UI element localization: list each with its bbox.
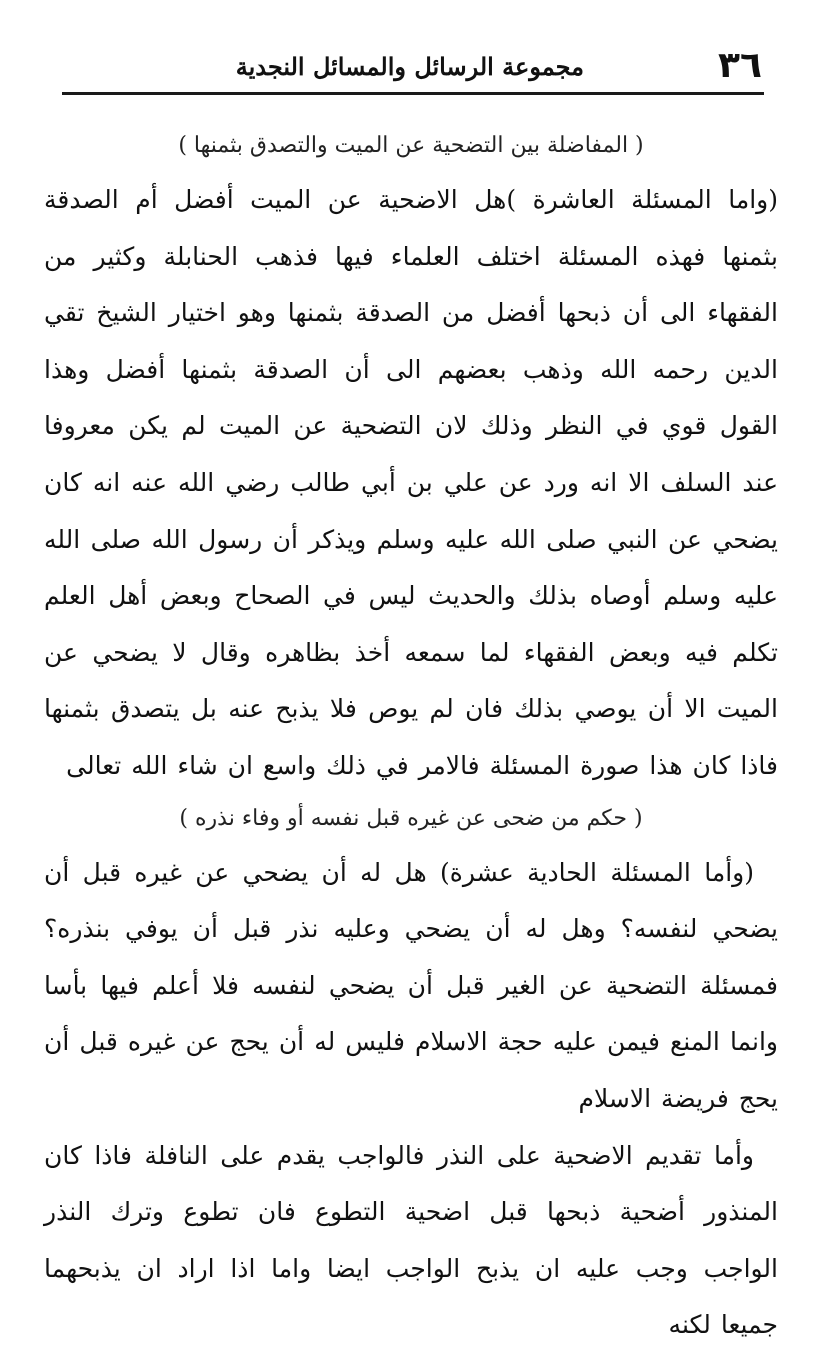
page-number: ٣٦ — [718, 45, 762, 86]
section-heading: ( المفاضلة بين التضحية عن الميت والتصدق بثمنها ) — [178, 133, 644, 158]
page-header — [62, 40, 762, 92]
section-heading: ( حكم من ضحى عن غيره قبل نفسه أو وفاء نذره ) — [179, 805, 643, 831]
paragraph: (واما المسئلة العاشرة )هل الاضحية عن الميت أفضل أم الصدقة بثمنها فهذه المسئلة اختلف العلماء فيها فذهب الحنابلة وكثير من الفقهاء الى أن ذبحها أفضل من الصدقة بثمنها وهو اختيار الشيخ تقي الدين رحمه الله وذهب بعضهم الى أن الصدقة بثمنها أفضل وهذا القول قوي في النظر وذلك لان التضحية عن الميت لم يكن معروفا عند السلف الا انه ورد عن علي بن أبي طالب رضي الله عنه انه كان يضحي عن النبي صلى الله عليه وسلم ويذكر أن رسول الله صلى الله عليه وسلم أوصاه بذلك والحديث ليس في الصحاح وبعض أهل العلم تكلم فيه وبعض الفقهاء لما سمعه أخذ بظاهره وقال لا يضحي عن الميت الا أن يوصي بذلك فان لم يوص فلا يذبح عنه بل يتصدق بثمنها فاذا كان هذا صورة المسئلة فالامر في ذلك واسع ان شاء الله تعالى — [44, 185, 778, 780]
paragraph: (وأما المسئلة الحادية عشرة) هل له أن يضحي عن غيره قبل أن يضحي لنفسه؟ وهل له أن يضحي وعليه نذر قبل أن يوفي بنذره؟ فمسئلة التضحية عن الغير قبل أن يضحي لنفسه فلا أعلم فيها بأسا وانما المنع فيمن عليه حجة الاسلام فليس له أن يحج عن غيره قبل أن يحج فريضة الاسلام — [44, 857, 778, 1113]
page-body — [44, 124, 778, 1354]
paragraph: وأما تقديم الاضحية على النذر فالواجب يقدم على النافلة فاذا كان المنذور أضحية ذبحها قبل اضحية التطوع فان تطوع وترك النذر الواجب وجب عليه ان يذبح الواجب ايضا واما اذا اراد ان يذبحهما جميعا لكنه — [44, 1140, 778, 1340]
running-title: مجموعة الرسائل والمسائل النجدية — [235, 52, 584, 81]
header-rule — [62, 92, 764, 95]
